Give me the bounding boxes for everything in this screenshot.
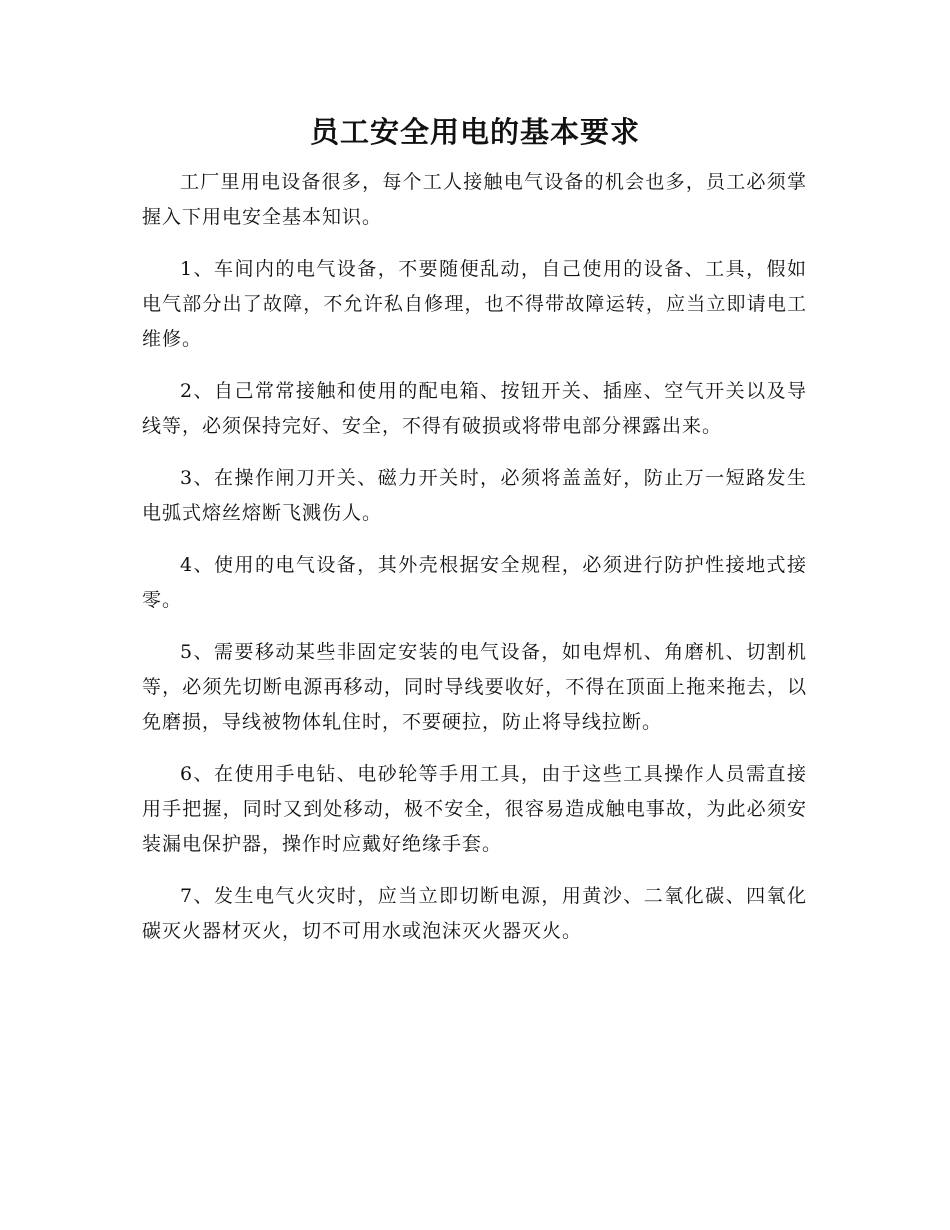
rule-item-5: 5、需要移动某些非固定安装的电气设备，如电焊机、角磨机、切割机等，必须先切断电源再移动，同时导线要收好，不得在顶面上拖来拖去，以免磨损，导线被物体轧住时，不要硬拉，防止将导线拉断。 [142,641,807,733]
rule-item-7: 7、发生电气火灾时，应当立即切断电源，用黄沙、二氧化碳、四氧化碳灭火器材灭火，切不可用水或泡沫灭火器灭火。 [142,885,807,942]
rule-item-4: 4、使用的电气设备，其外壳根据安全规程，必须进行防护性接地式接零。 [142,554,807,611]
rule-item-2: 2、自己常常接触和使用的配电箱、按钮开关、插座、空气开关以及导线等，必须保持完好、安全，不得有破损或将带电部分裸露出来。 [142,380,807,437]
document-title: 员工安全用电的基本要求 [309,115,640,149]
rule-item-1: 1、车间内的电气设备，不要随便乱动，自己使用的设备、工具，假如电气部分出了故障，不允许私自修理，也不得带故障运转，应当立即请电工维修。 [142,258,807,350]
rule-item-3: 3、在操作闸刀开关、磁力开关时，必须将盖盖好，防止万一短路发生电弧式熔丝熔断飞溅伤人。 [142,467,807,524]
rule-item-6: 6、在使用手电钻、电砂轮等手用工具，由于这些工具操作人员需直接用手把握，同时又到处移动，极不安全，很容易造成触电事故，为此必须安装漏电保护器，操作时应戴好绝缘手套。 [142,763,807,855]
intro-paragraph: 工厂里用电设备很多，每个工人接触电气设备的机会也多，员工必须掌握入下用电安全基本知识。 [142,171,807,228]
document-body [142,165,807,966]
